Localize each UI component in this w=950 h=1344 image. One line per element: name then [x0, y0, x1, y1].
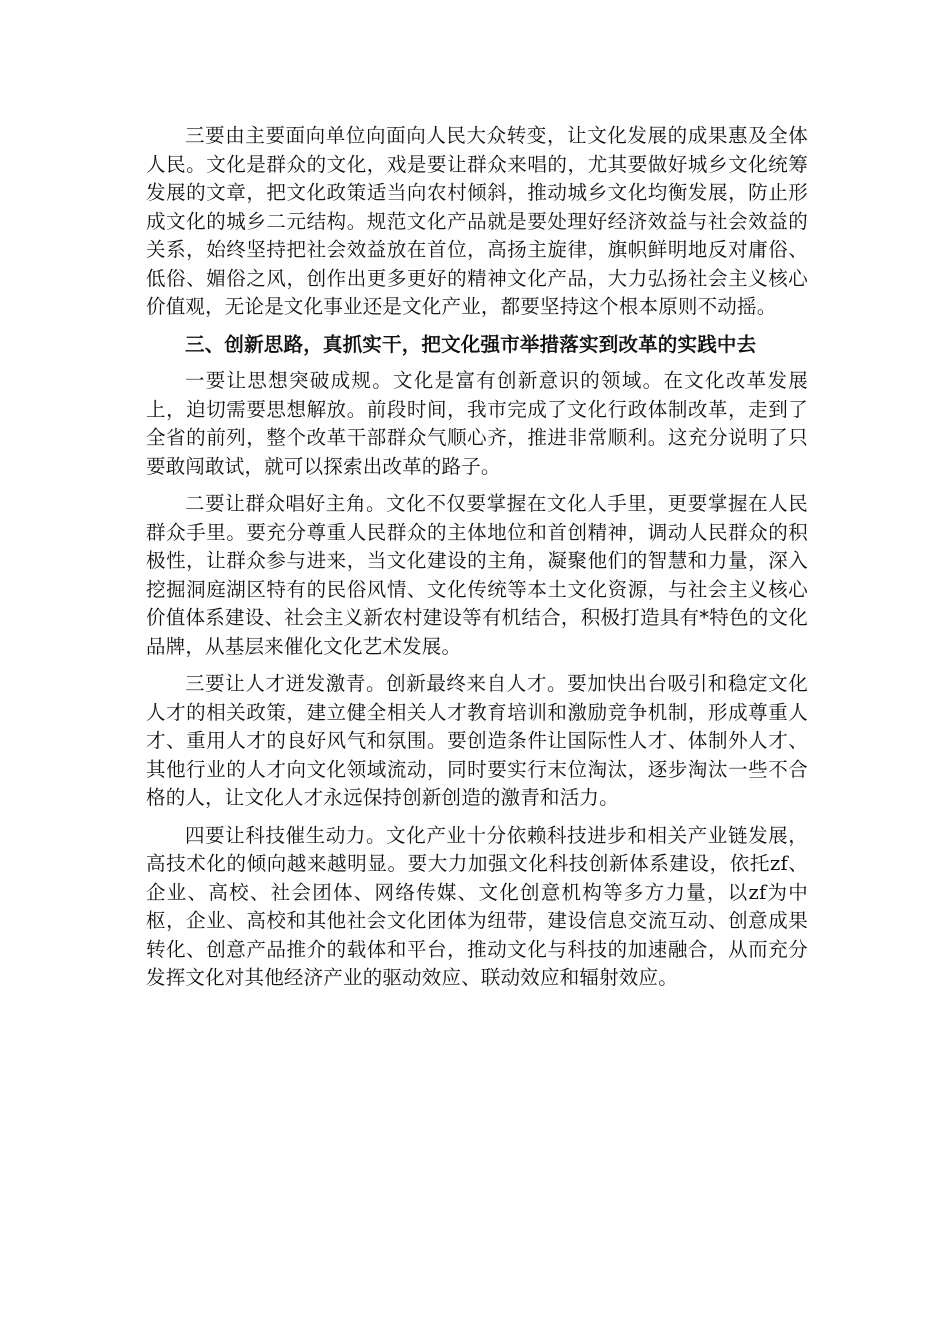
paragraph-talent: 三要让人才迸发激青。创新最终来自人才。要加快出台吸引和稳定文化人才的相关政策，建立健全相关人才教育培训和激励竞争机制，形成尊重人才、重用人才的良好风气和氛围。要创造条件让国际性人才、体制外人才、其他行业的人才向文化领域流动，同时要实行末位淘汰，逐步淘汰一些不合格的人，让文化人才永远保持创新创造的激青和活力。	[146, 672, 808, 809]
document-page	[146, 122, 808, 1002]
paragraph-masses-leading-role: 二要让群众唱好主角。文化不仅要掌握在文化人手里，更要掌握在人民群众手里。要充分尊重人民群众的主体地位和首创精神，调动人民群众的积极性，让群众参与进来，当文化建设的主角，凝聚他们的智慧和力量，深入挖掘洞庭湖区特有的民俗风情、文化传统等本土文化资源，与社会主义核心价值体系建设、社会主义新农村建设等有机结合，积极打造具有*特色的文化品牌，从基层来催化文化艺术发展。	[146, 492, 808, 658]
paragraph-technology: 四要让科技催生动力。文化产业十分依赖科技进步和相关产业链发展，高技术化的倾向越来越明显。要大力加强文化科技创新体系建设，依托zf、企业、高校、社会团体、网络传媒、文化创意机构等多方力量，以zf为中枢，企业、高校和其他社会文化团体为纽带，建设信息交流互动、创意成果转化、创意产品推介的载体和平台，推动文化与科技的加速融合，从而充分发挥文化对其他经济产业的驱动效应、联动效应和辐射效应。	[146, 823, 808, 989]
paragraph-people-oriented: 三要由主要面向单位向面向人民大众转变，让文化发展的成果惠及全体人民。文化是群众的文化，戏是要让群众来唱的，尤其要做好城乡文化统筹发展的文章，把文化政策适当向农村倾斜，推动城乡文化均衡发展，防止形成文化的城乡二元结构。规范文化产品就是要处理好经济效益与社会效益的关系，始终坚持把社会效益放在首位，高扬主旋律，旗帜鲜明地反对庸俗、低俗、媚俗之风，创作出更多更好的精神文化产品，大力弘扬社会主义核心价值观，无论是文化事业还是文化产业，都要坚持这个根本原则不动摇。	[146, 124, 808, 318]
section-heading: 三、创新思路，真抓实干，把文化强市举措落实到改革的实践中去	[185, 332, 757, 356]
paragraph-thought-breakthrough: 一要让思想突破成规。文化是富有创新意识的领域。在文化改革发展上，迫切需要思想解放。前段时间，我市完成了文化行政体制改革，走到了全省的前列，整个改革干部群众气顺心齐，推进非常顺利。这充分说明了只要敢闯敢试，就可以探索出改革的路子。	[146, 369, 808, 478]
